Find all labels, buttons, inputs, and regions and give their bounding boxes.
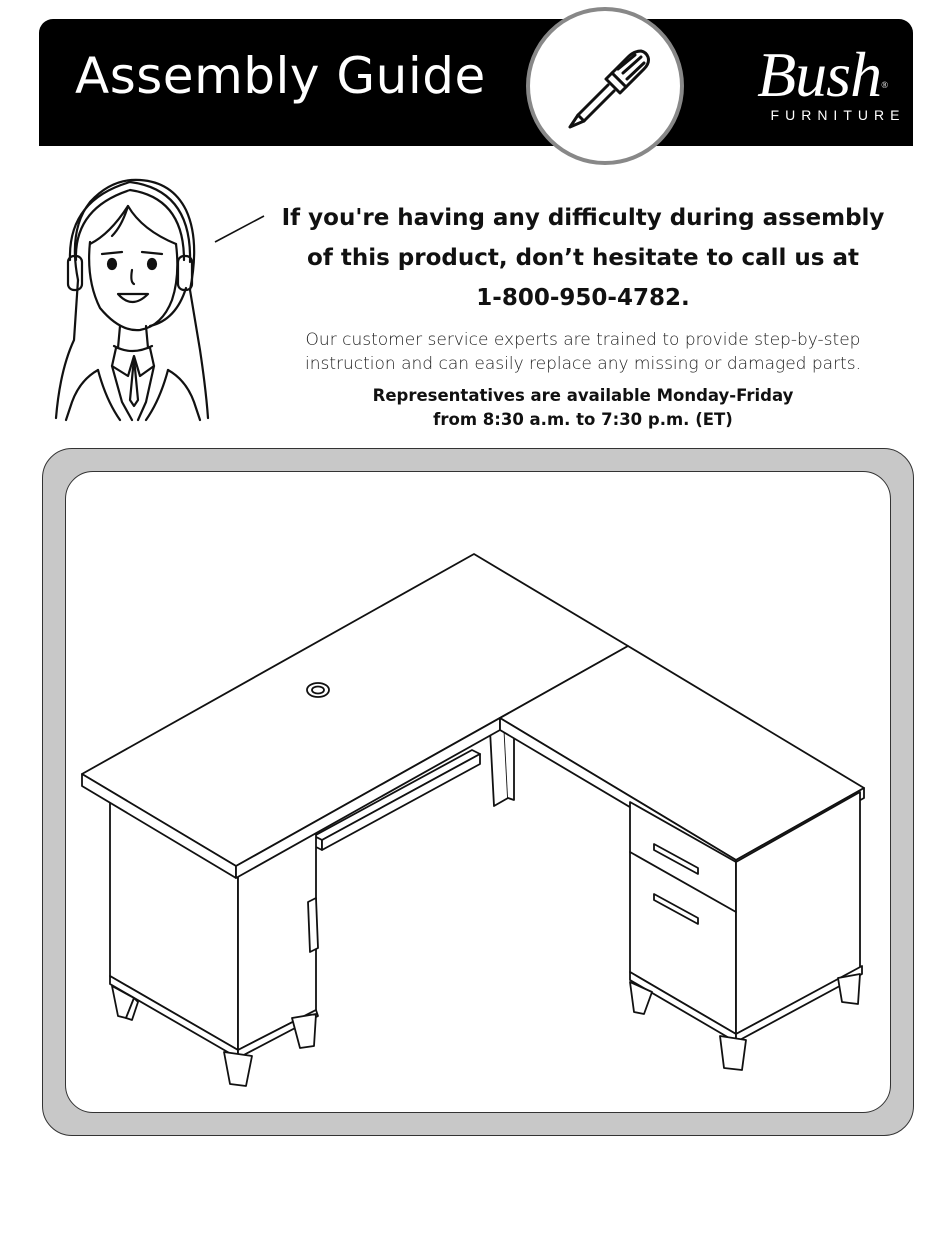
brand-registered-mark: ® — [881, 80, 887, 90]
help-hours-line-1: Representatives are available Monday-Friday — [372, 386, 794, 405]
speech-line-icon — [214, 214, 266, 244]
brand-subtitle: FURNITURE — [770, 107, 906, 123]
l-shaped-desk-illustration — [66, 472, 891, 1113]
help-body-line-2: instruction and can easily replace any missing or damaged parts. — [304, 354, 861, 374]
help-heading-line-2: of this product, don’t hesitate to call us at — [307, 245, 859, 271]
help-hours — [260, 384, 906, 432]
customer-service-agent-icon — [50, 170, 220, 422]
help-phone-number: 1-800-950-4782. — [476, 285, 690, 311]
help-body-line-1: Our customer service experts are trained to provide step-by-step — [305, 330, 861, 350]
help-description — [260, 328, 906, 376]
page-title: Assembly Guide — [75, 47, 486, 105]
help-hours-line-2: from 8:30 a.m. to 7:30 p.m. (ET) — [433, 410, 733, 429]
header-banner — [39, 19, 913, 146]
help-heading — [268, 198, 898, 318]
brand-logo — [722, 39, 922, 123]
brand-name: Bush — [757, 39, 882, 110]
help-heading-line-1: If you're having any difficulty during assembly — [281, 205, 885, 231]
screwdriver-icon — [526, 7, 684, 165]
product-image-panel — [65, 471, 891, 1113]
product-frame — [42, 448, 914, 1136]
